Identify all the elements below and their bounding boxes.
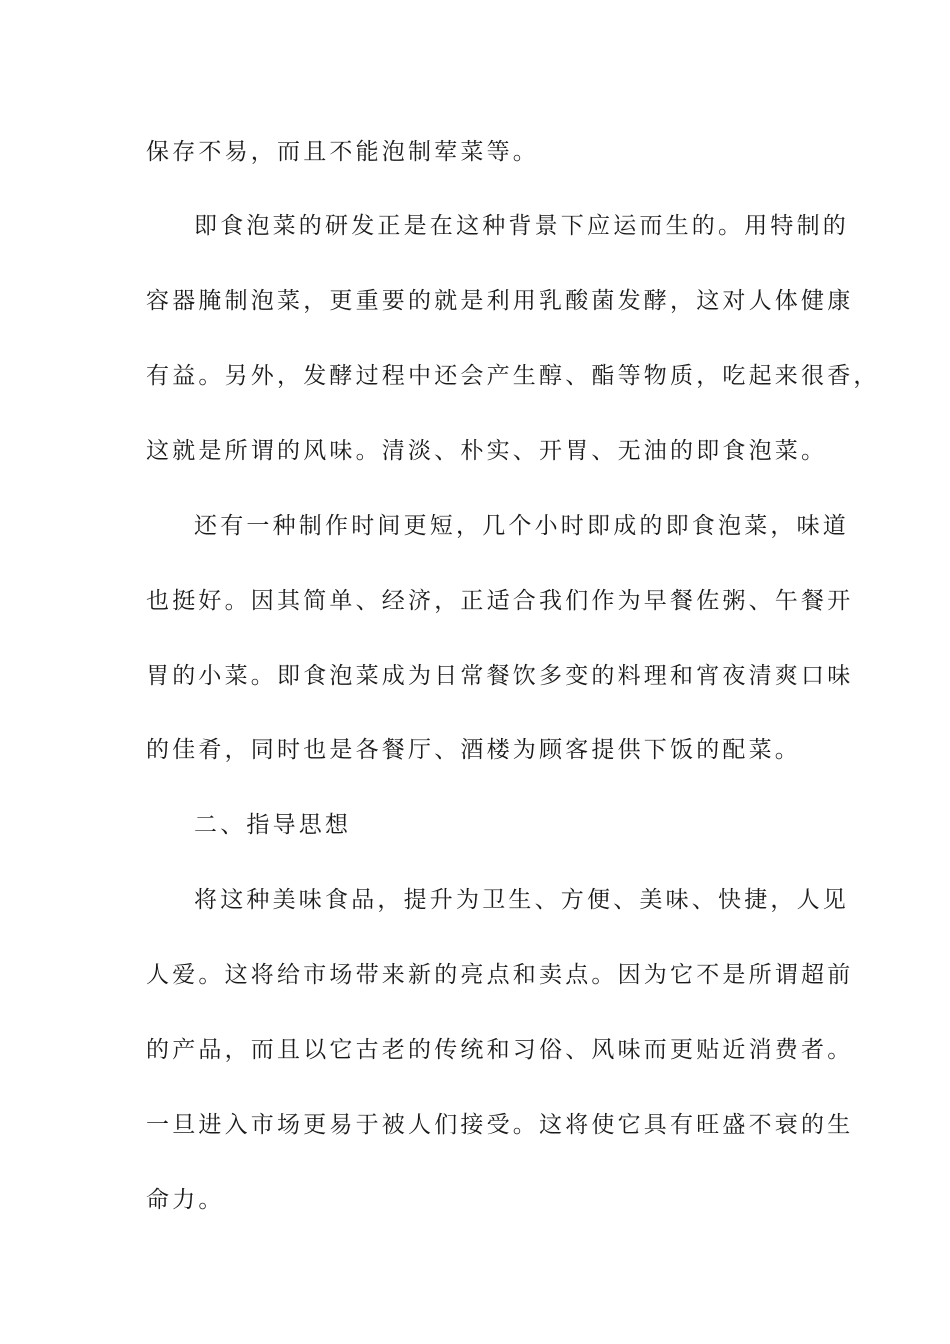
paragraph-3-line-1: 还有一种制作时间更短，几个小时即成的即食泡菜，味道 (194, 513, 849, 539)
section-heading: 二、指导思想 (194, 812, 352, 838)
paragraph-4-line-1: 将这种美味食品，提升为卫生、方便、美味、快捷，人见 (194, 887, 849, 913)
paragraph-3-line-2: 也挺好。因其简单、经济，正适合我们作为早餐佐粥、午餐开 (146, 588, 854, 614)
paragraph-2-line-3: 有益。另外，发酵过程中还会产生醇、酯等物质，吃起来很香， (146, 363, 880, 389)
paragraph-1-line-1: 保存不易，而且不能泡制荤菜等。 (146, 139, 539, 165)
paragraph-3-line-3: 胃的小菜。即食泡菜成为日常餐饮多变的料理和宵夜清爽口味 (146, 663, 854, 689)
paragraph-4-line-4: 一旦进入市场更易于被人们接受。这将使它具有旺盛不衰的生 (146, 1112, 854, 1138)
paragraph-2-line-4: 这就是所谓的风味。清淡、朴实、开胃、无油的即食泡菜。 (146, 438, 828, 464)
paragraph-4-line-5: 命力。 (146, 1187, 225, 1213)
paragraph-2-line-2: 容器腌制泡菜，更重要的就是利用乳酸菌发酵，这对人体健康 (146, 288, 854, 314)
paragraph-2-line-1: 即食泡菜的研发正是在这种背景下应运而生的。用特制的 (194, 213, 849, 239)
paragraph-4-line-2: 人爱。这将给市场带来新的亮点和卖点。因为它不是所谓超前 (146, 962, 854, 988)
paragraph-3-line-4: 的佳肴，同时也是各餐厅、酒楼为顾客提供下饭的配菜。 (146, 737, 801, 763)
paragraph-4-line-3: 的产品，而且以它古老的传统和习俗、风味而更贴近消费者。 (146, 1037, 854, 1063)
